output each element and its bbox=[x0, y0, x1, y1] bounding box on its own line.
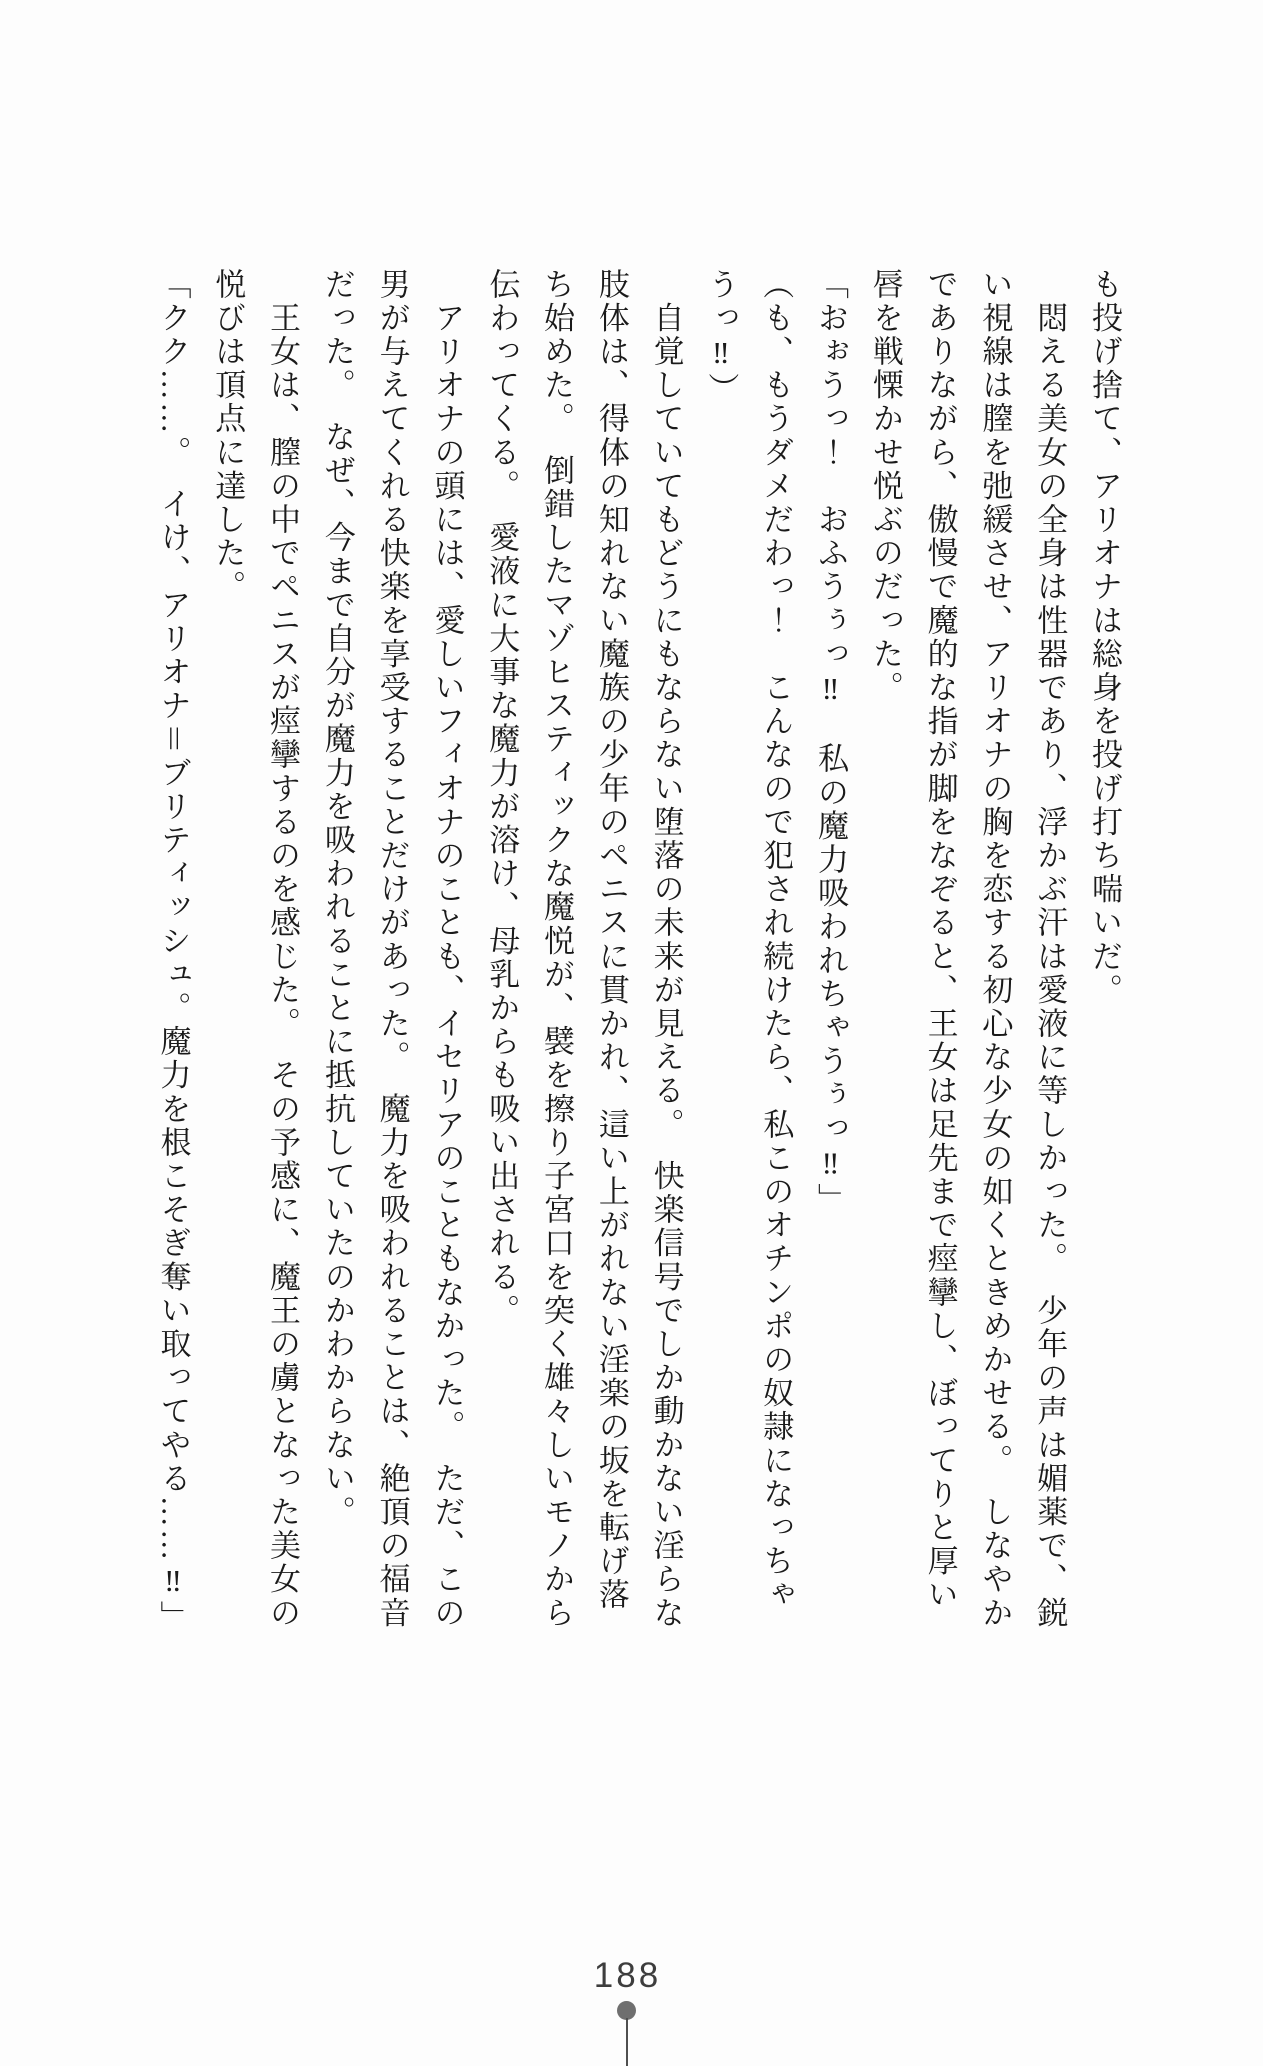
text-line: だった。 なぜ、今まで自分が魔力を吸われることに抵抗していたのかわからない。 bbox=[319, 268, 355, 1530]
text-line: 伝わってくる。 愛液に大事な魔力が溶け、母乳からも吸い出される。 bbox=[484, 268, 520, 1328]
text-line: 肢体は、得体の知れない魔族の少年のペニスに貫かれ、這い上がれない淫楽の坂を転げ落 bbox=[593, 268, 629, 1612]
text-line: （も、もうダメだわっ！ こんなので犯され続けたら、私このオチンポの奴隷になっちゃ bbox=[758, 268, 794, 1612]
text-line: 男が与えてくれる快楽を享受することだけがあった。 魔力を吸われることは、絶頂の福音 bbox=[374, 268, 410, 1631]
text-line: 「クク……。 イけ、アリオナ＝ブリティッシュ。魔力を根こそぎ奪い取ってやる……‼」 bbox=[155, 268, 191, 1635]
text-line: うっ‼） bbox=[703, 268, 739, 407]
page-number: 188 bbox=[593, 1956, 662, 1995]
body-text-block bbox=[145, 268, 1131, 1660]
text-line: も投げ捨て、アリオナは総身を投げ打ち喘いだ。 bbox=[1087, 268, 1122, 1008]
text-line: 悦びは頂点に達した。 bbox=[210, 268, 246, 604]
text-line: アリオナの頭には、愛しいフィオナのことも、イセリアのこともなかった。 ただ、この bbox=[429, 268, 465, 1631]
text-line: い視線は膣を弛緩させ、アリオナの胸を恋する初心な少女の如くときめかせる。 しなやか bbox=[977, 268, 1013, 1631]
text-line: 王女は、膣の中でペニスが痙攣するのを感じた。 その予感に、魔王の虜となった美女の bbox=[265, 268, 301, 1631]
text-line: 「おぉうっ！ おふうぅっ‼ 私の魔力吸われちゃうぅっ‼」 bbox=[813, 268, 849, 1217]
text-line: 自覚していてもどうにもならない堕落の未来が見える。 快楽信号でしか動かない淫らな bbox=[648, 268, 684, 1631]
text-line: 悶える美女の全身は性器であり、浮かぶ汗は愛液に等しかった。 少年の声は媚薬で、鋭 bbox=[1032, 268, 1068, 1631]
text-line: でありながら、傲慢で魔的な指が脚をなぞると、王女は足先まで痙攣し、ぼってりと厚い bbox=[922, 268, 958, 1612]
text-line: ち始めた。 倒錯したマゾヒスティックな魔悦が、襞を擦り子宮口を突く雄々しいモノから bbox=[539, 268, 575, 1631]
text-line: 唇を戦慄かせ悦ぶのだった。 bbox=[867, 268, 903, 705]
footer-rule-ornament bbox=[626, 2018, 628, 2066]
